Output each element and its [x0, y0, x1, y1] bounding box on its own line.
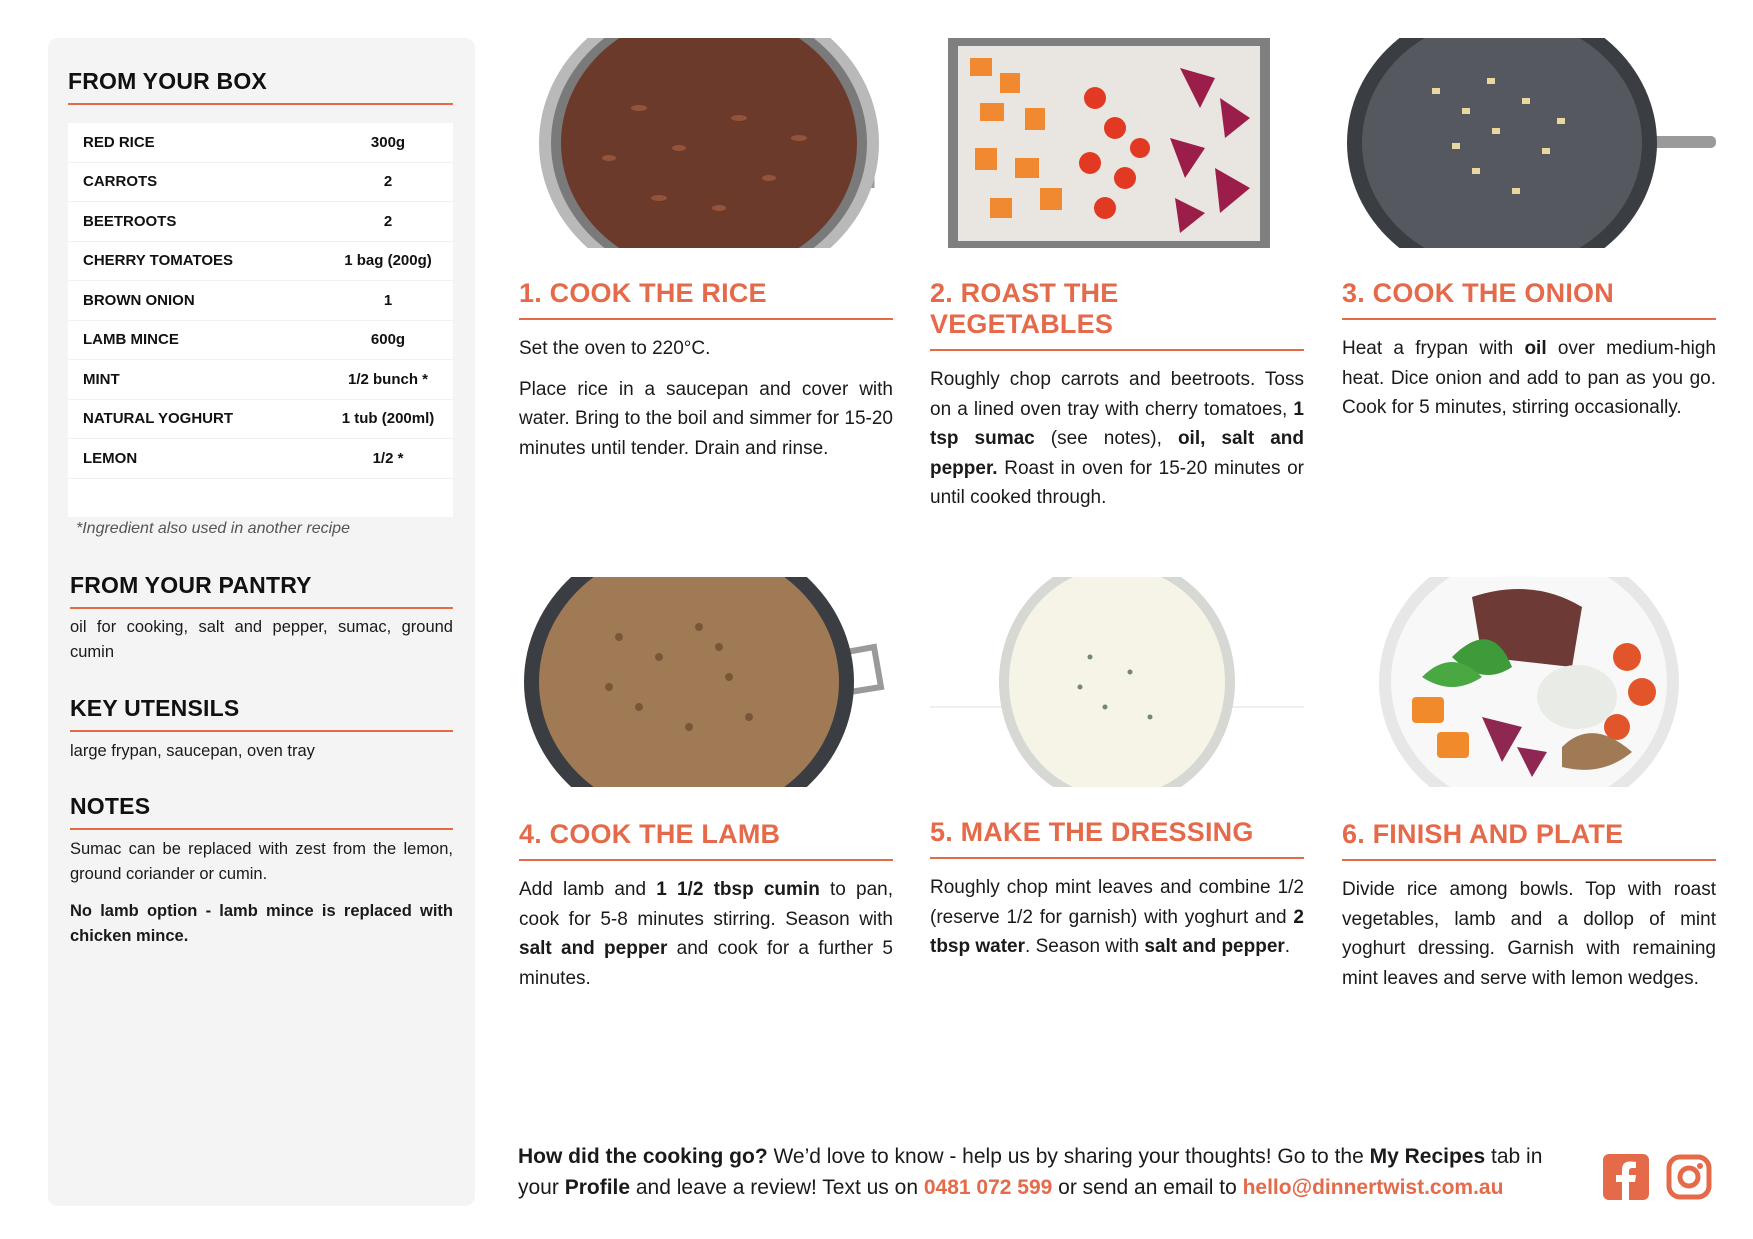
- ingredient-qty: 1 tub (200ml): [341, 410, 435, 428]
- step-3-title: 3. COOK THE ONION: [1342, 278, 1716, 320]
- box-ingredients-table: [68, 123, 453, 517]
- step-2-bold-1: 1 tsp sumac: [930, 398, 1304, 449]
- step-4-title: 4. COOK THE LAMB: [519, 819, 893, 861]
- step-4-bold-2: salt and pepper: [519, 938, 668, 959]
- table-row: [68, 202, 453, 242]
- step-6-title: 6. FINISH AND PLATE: [1342, 819, 1716, 861]
- step-2-title: 2. ROAST THE VEGETABLES: [930, 278, 1304, 351]
- table-row: [68, 360, 453, 400]
- notes-text: Sumac can be replaced with zest from the lemon, ground coriander or cumin.: [70, 840, 453, 883]
- step-2-bold-2: oil, salt and pepper.: [930, 428, 1304, 479]
- step-3-bold-1: oil: [1524, 338, 1547, 359]
- step-6-para-1: Divide rice among bowls. Top with roast vegetables, lamb and a dollop of mint yoghurt dressing. Garnish with remaining mint leaves and serve with lemon wedges.: [1342, 879, 1716, 989]
- footer-text-4: or send an email to: [1052, 1176, 1243, 1199]
- step-5-text-3: .: [1284, 936, 1291, 957]
- utensils-text: large frypan, saucepan, oven tray: [70, 742, 315, 760]
- ingredients-sidebar: [48, 38, 475, 1206]
- notes-bold-text: [70, 899, 453, 949]
- ingredient-qty: 600g: [370, 331, 406, 349]
- step-3-text-1: Heat a frypan with: [1342, 338, 1525, 359]
- box-section-title: FROM YOUR BOX: [68, 68, 453, 105]
- step-2-para-1: [930, 365, 1304, 513]
- table-row: [68, 439, 453, 479]
- step-4-text-2: to pan, cook for 5-8 minutes stirring. Season with: [519, 879, 893, 930]
- feedback-footer: [518, 1141, 1578, 1203]
- ingredient-name: CARROTS: [83, 173, 158, 191]
- table-row: [68, 321, 453, 361]
- step-1: [519, 38, 893, 474]
- table-row: [68, 400, 453, 440]
- pantry-section-title: FROM YOUR PANTRY: [70, 572, 453, 609]
- profile-link[interactable]: Profile: [564, 1176, 631, 1199]
- ingredient-qty: 1: [383, 291, 393, 309]
- step-2-text-1: Roughly chop carrots and beetroots. Toss on a lined oven tray with cherry tomatoes,: [930, 369, 1304, 420]
- step-4-text: [519, 875, 893, 993]
- footer-text-2: tab in your: [518, 1145, 1543, 1199]
- step-3: [1342, 38, 1716, 434]
- step-5-para-1: [930, 873, 1304, 962]
- ingredient-name: RED RICE: [83, 133, 155, 151]
- step-5-text: [930, 873, 1304, 962]
- pantry-text: oil for cooking, salt and pepper, sumac, ground cumin: [70, 618, 453, 661]
- step-5-photo: [930, 577, 1304, 787]
- step-3-text-2: over medium-high heat. Dice onion and add to pan as you go. Cook for 5 minutes, stirring occasionally.: [1342, 338, 1716, 418]
- ingredient-name: NATURAL YOGHURT: [83, 410, 233, 428]
- step-5-text-2: . Season with: [1025, 936, 1145, 957]
- step-4-text-1: Add lamb and: [519, 879, 657, 900]
- step-1-title: 1. COOK THE RICE: [519, 278, 893, 320]
- instagram-icon[interactable]: [1666, 1154, 1712, 1205]
- facebook-icon[interactable]: [1603, 1154, 1649, 1205]
- ingredient-qty: 2: [383, 173, 393, 191]
- step-5-text-1: Roughly chop mint leaves and combine 1/2 (reserve 1/2 for garnish) with yoghurt and: [930, 877, 1304, 928]
- ingredient-qty: 1/2 *: [372, 449, 404, 467]
- step-2-text-2: (see notes),: [1034, 428, 1178, 449]
- ingredient-name: CHERRY TOMATOES: [83, 252, 234, 270]
- step-1-para-1: Set the oven to 220°C.: [519, 338, 711, 359]
- step-5-bold-2: salt and pepper: [1144, 936, 1285, 957]
- table-row: [68, 163, 453, 203]
- table-row: [68, 242, 453, 282]
- notes-section-title: NOTES: [70, 793, 453, 830]
- ingredient-name: BEETROOTS: [83, 212, 177, 230]
- step-1-text: [519, 334, 893, 463]
- step-4-text-3: and cook for a further 5 minutes.: [519, 938, 893, 989]
- ingredient-qty: 2: [383, 212, 393, 230]
- footer-text-1: We’d love to know - help us by sharing your thoughts! Go to the: [767, 1145, 1370, 1168]
- ingredient-qty: 1/2 bunch *: [347, 370, 429, 388]
- notes-bold: No lamb option - lamb mince is replaced with chicken mince.: [70, 902, 453, 945]
- ingredient-name: LAMB MINCE: [83, 331, 179, 349]
- ingredient-qty: 300g: [370, 133, 406, 151]
- utensils-section-title: KEY UTENSILS: [70, 695, 453, 732]
- table-row: [68, 123, 453, 163]
- step-1-photo: [519, 38, 893, 248]
- step-3-text: [1342, 334, 1716, 423]
- step-2-photo: [930, 38, 1304, 248]
- ingredient-name: MINT: [83, 370, 120, 388]
- step-2: [930, 38, 1304, 524]
- phone-link[interactable]: 0481 072 599: [923, 1176, 1053, 1199]
- step-3-para-1: [1342, 334, 1716, 423]
- step-5-bold-1: 2 tbsp water: [930, 906, 1304, 957]
- step-4: [519, 577, 893, 1004]
- ingredient-qty: 1 bag (200g): [344, 252, 432, 270]
- step-4-para-1: [519, 875, 893, 993]
- table-row: [68, 281, 453, 321]
- table-row-empty: [68, 479, 453, 518]
- footnote: *Ingredient also used in another recipe: [76, 520, 350, 537]
- step-6-photo: [1342, 577, 1716, 787]
- step-5: [930, 577, 1304, 973]
- step-2-text-3: Roast in oven for 15-20 minutes or until cooked through.: [930, 457, 1304, 508]
- step-2-text: [930, 365, 1304, 513]
- email-link[interactable]: hello@dinnertwist.com.au: [1242, 1176, 1504, 1199]
- step-5-title: 5. MAKE THE DRESSING: [930, 817, 1304, 859]
- step-1-para-2: Place rice in a saucepan and cover with water. Bring to the boil and simmer for 15-20 minutes until tender. Drain and rinse.: [519, 378, 893, 459]
- step-4-bold-1: 1 1/2 tbsp cumin: [656, 879, 820, 900]
- step-6: [1342, 577, 1716, 1004]
- step-3-photo: [1342, 38, 1716, 248]
- ingredient-name: BROWN ONION: [83, 291, 195, 309]
- footer-text-3: and leave a review! Text us on: [630, 1176, 924, 1199]
- step-4-photo: [519, 577, 893, 787]
- step-6-text: [1342, 875, 1716, 993]
- my-recipes-link[interactable]: My Recipes: [1369, 1145, 1486, 1168]
- footer-bold-1: How did the cooking go?: [518, 1145, 768, 1168]
- ingredient-name: LEMON: [83, 449, 138, 467]
